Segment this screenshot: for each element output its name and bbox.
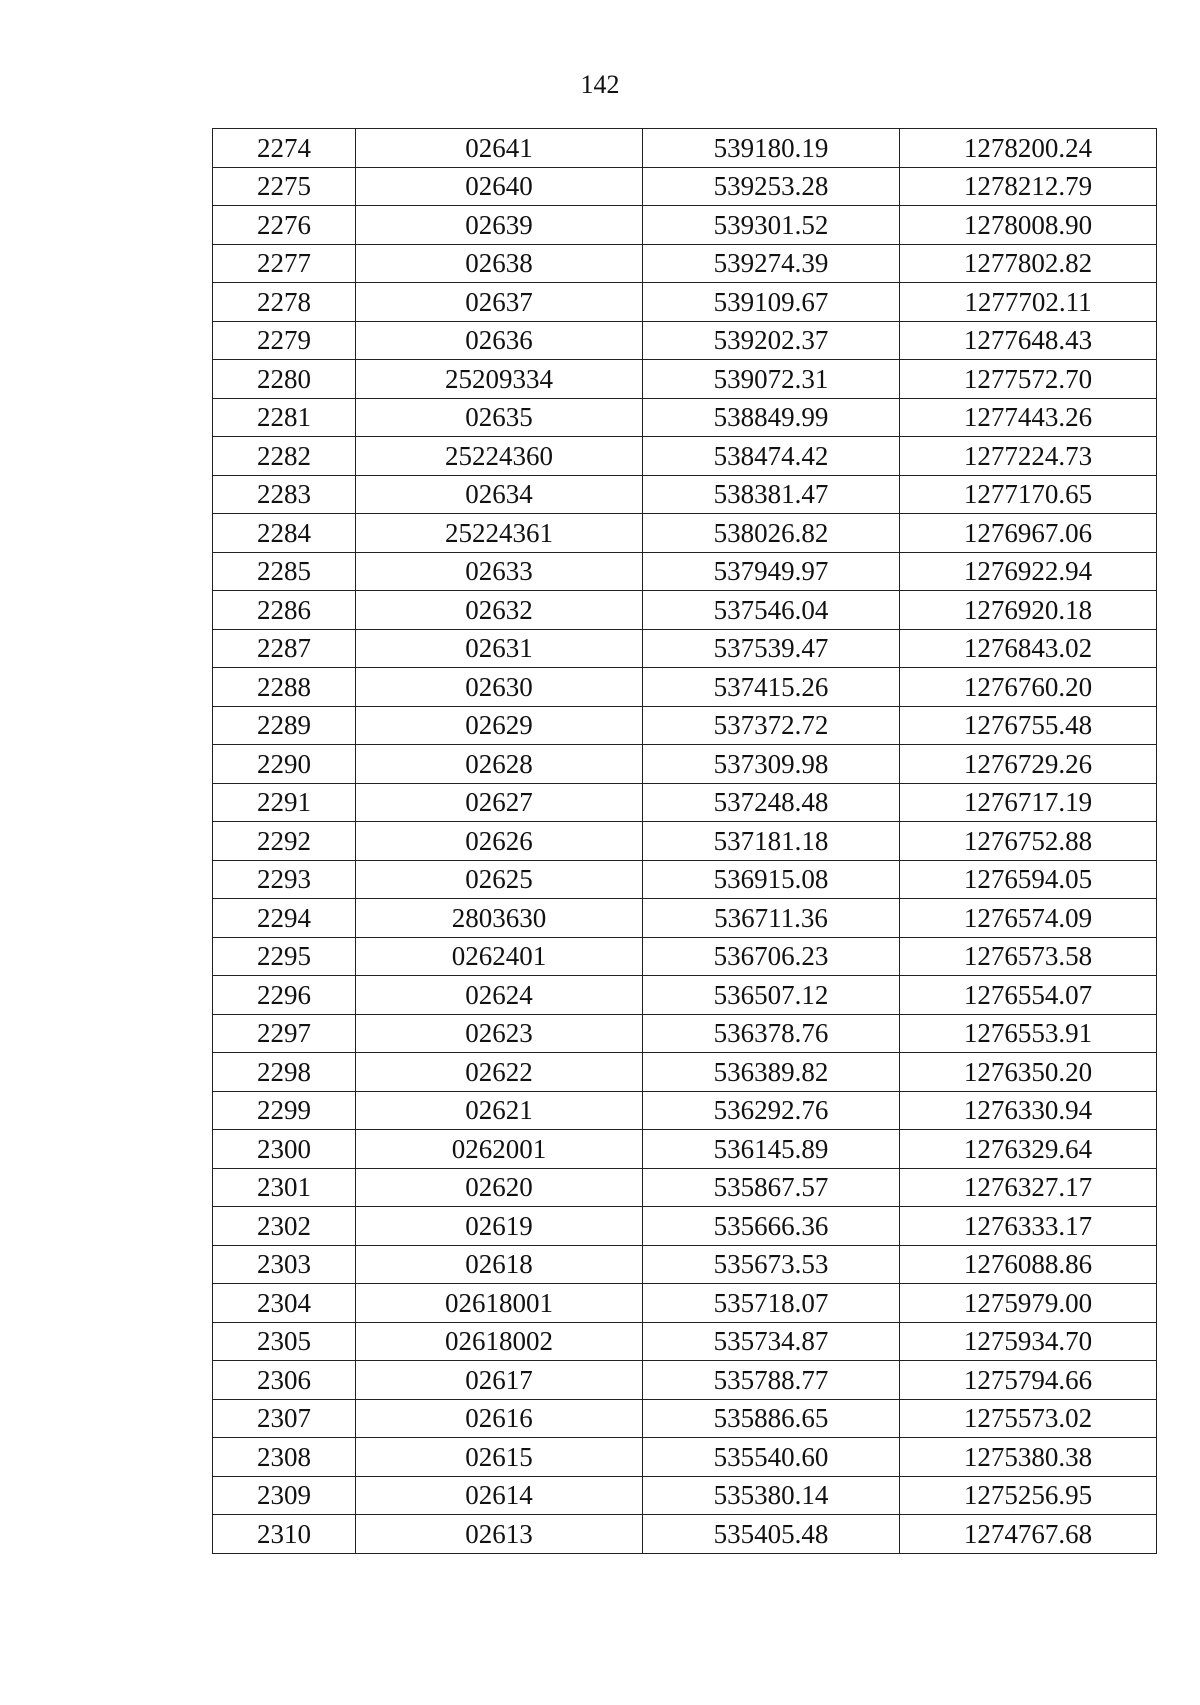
x-coordinate-cell: 535788.77 (643, 1361, 900, 1400)
table-row (213, 1130, 1157, 1169)
point-id-cell: 02618 (356, 1245, 643, 1284)
point-id-cell: 2803630 (356, 899, 643, 938)
x-coordinate-cell: 536389.82 (643, 1053, 900, 1092)
y-coordinate-cell: 1277170.65 (900, 475, 1157, 514)
coordinates-table (212, 128, 1157, 1554)
y-coordinate-cell: 1275794.66 (900, 1361, 1157, 1400)
point-id-cell: 02618002 (356, 1322, 643, 1361)
x-coordinate-cell: 536292.76 (643, 1091, 900, 1130)
x-coordinate-cell: 536507.12 (643, 976, 900, 1015)
table-row (213, 398, 1157, 437)
point-id-cell: 02618001 (356, 1284, 643, 1323)
table-row (213, 1322, 1157, 1361)
point-id-cell: 02614 (356, 1476, 643, 1515)
row-index-cell: 2305 (213, 1322, 356, 1361)
table-row (213, 1438, 1157, 1477)
point-id-cell: 02615 (356, 1438, 643, 1477)
point-id-cell: 02619 (356, 1207, 643, 1246)
table-row (213, 167, 1157, 206)
table-row (213, 1168, 1157, 1207)
row-index-cell: 2278 (213, 283, 356, 322)
row-index-cell: 2307 (213, 1399, 356, 1438)
point-id-cell: 02633 (356, 552, 643, 591)
point-id-cell: 02623 (356, 1014, 643, 1053)
point-id-cell: 02626 (356, 822, 643, 861)
x-coordinate-cell: 537309.98 (643, 745, 900, 784)
y-coordinate-cell: 1275934.70 (900, 1322, 1157, 1361)
x-coordinate-cell: 539072.31 (643, 360, 900, 399)
x-coordinate-cell: 539180.19 (643, 129, 900, 168)
point-id-cell: 02630 (356, 668, 643, 707)
y-coordinate-cell: 1276553.91 (900, 1014, 1157, 1053)
row-index-cell: 2303 (213, 1245, 356, 1284)
row-index-cell: 2279 (213, 321, 356, 360)
row-index-cell: 2287 (213, 629, 356, 668)
x-coordinate-cell: 536711.36 (643, 899, 900, 938)
point-id-cell: 02622 (356, 1053, 643, 1092)
y-coordinate-cell: 1277224.73 (900, 437, 1157, 476)
table-row (213, 1361, 1157, 1400)
table-row (213, 244, 1157, 283)
x-coordinate-cell: 535718.07 (643, 1284, 900, 1323)
table-row (213, 1476, 1157, 1515)
x-coordinate-cell: 535380.14 (643, 1476, 900, 1515)
point-id-cell: 02621 (356, 1091, 643, 1130)
table-row (213, 783, 1157, 822)
row-index-cell: 2296 (213, 976, 356, 1015)
row-index-cell: 2292 (213, 822, 356, 861)
table-row (213, 1284, 1157, 1323)
page-number: 142 (580, 70, 620, 99)
table-row (213, 552, 1157, 591)
point-id-cell: 02625 (356, 860, 643, 899)
table-row (213, 822, 1157, 861)
coordinates-table-body (213, 129, 1157, 1554)
table-row (213, 1399, 1157, 1438)
x-coordinate-cell: 537181.18 (643, 822, 900, 861)
row-index-cell: 2276 (213, 206, 356, 245)
table-row (213, 745, 1157, 784)
table-row (213, 1091, 1157, 1130)
y-coordinate-cell: 1277572.70 (900, 360, 1157, 399)
x-coordinate-cell: 535405.48 (643, 1515, 900, 1554)
y-coordinate-cell: 1276327.17 (900, 1168, 1157, 1207)
table-row (213, 668, 1157, 707)
row-index-cell: 2280 (213, 360, 356, 399)
y-coordinate-cell: 1276843.02 (900, 629, 1157, 668)
table-row (213, 514, 1157, 553)
x-coordinate-cell: 539301.52 (643, 206, 900, 245)
table-row (213, 283, 1157, 322)
y-coordinate-cell: 1276760.20 (900, 668, 1157, 707)
x-coordinate-cell: 535867.57 (643, 1168, 900, 1207)
y-coordinate-cell: 1276920.18 (900, 591, 1157, 630)
point-id-cell: 0262401 (356, 937, 643, 976)
point-id-cell: 02640 (356, 167, 643, 206)
x-coordinate-cell: 539202.37 (643, 321, 900, 360)
row-index-cell: 2304 (213, 1284, 356, 1323)
x-coordinate-cell: 536378.76 (643, 1014, 900, 1053)
point-id-cell: 25224360 (356, 437, 643, 476)
y-coordinate-cell: 1278008.90 (900, 206, 1157, 245)
point-id-cell: 02631 (356, 629, 643, 668)
y-coordinate-cell: 1277802.82 (900, 244, 1157, 283)
y-coordinate-cell: 1276088.86 (900, 1245, 1157, 1284)
x-coordinate-cell: 537546.04 (643, 591, 900, 630)
y-coordinate-cell: 1275256.95 (900, 1476, 1157, 1515)
row-index-cell: 2299 (213, 1091, 356, 1130)
table-row (213, 937, 1157, 976)
point-id-cell: 02617 (356, 1361, 643, 1400)
x-coordinate-cell: 539109.67 (643, 283, 900, 322)
y-coordinate-cell: 1276967.06 (900, 514, 1157, 553)
table-row (213, 706, 1157, 745)
point-id-cell: 02627 (356, 783, 643, 822)
row-index-cell: 2294 (213, 899, 356, 938)
row-index-cell: 2286 (213, 591, 356, 630)
x-coordinate-cell: 535673.53 (643, 1245, 900, 1284)
y-coordinate-cell: 1275380.38 (900, 1438, 1157, 1477)
row-index-cell: 2297 (213, 1014, 356, 1053)
point-id-cell: 02613 (356, 1515, 643, 1554)
y-coordinate-cell: 1276752.88 (900, 822, 1157, 861)
table-row (213, 437, 1157, 476)
x-coordinate-cell: 535734.87 (643, 1322, 900, 1361)
table-row (213, 860, 1157, 899)
point-id-cell: 02632 (356, 591, 643, 630)
point-id-cell: 02620 (356, 1168, 643, 1207)
table-row (213, 206, 1157, 245)
y-coordinate-cell: 1276573.58 (900, 937, 1157, 976)
y-coordinate-cell: 1276729.26 (900, 745, 1157, 784)
table-row (213, 1053, 1157, 1092)
table-row (213, 1245, 1157, 1284)
y-coordinate-cell: 1276717.19 (900, 783, 1157, 822)
y-coordinate-cell: 1276554.07 (900, 976, 1157, 1015)
point-id-cell: 02629 (356, 706, 643, 745)
y-coordinate-cell: 1277702.11 (900, 283, 1157, 322)
table-row (213, 129, 1157, 168)
table-row (213, 591, 1157, 630)
x-coordinate-cell: 536706.23 (643, 937, 900, 976)
row-index-cell: 2284 (213, 514, 356, 553)
row-index-cell: 2298 (213, 1053, 356, 1092)
row-index-cell: 2293 (213, 860, 356, 899)
y-coordinate-cell: 1275979.00 (900, 1284, 1157, 1323)
row-index-cell: 2308 (213, 1438, 356, 1477)
x-coordinate-cell: 536145.89 (643, 1130, 900, 1169)
x-coordinate-cell: 537949.97 (643, 552, 900, 591)
point-id-cell: 02638 (356, 244, 643, 283)
x-coordinate-cell: 538474.42 (643, 437, 900, 476)
point-id-cell: 25224361 (356, 514, 643, 553)
point-id-cell: 02637 (356, 283, 643, 322)
row-index-cell: 2306 (213, 1361, 356, 1400)
y-coordinate-cell: 1276333.17 (900, 1207, 1157, 1246)
x-coordinate-cell: 535666.36 (643, 1207, 900, 1246)
x-coordinate-cell: 539253.28 (643, 167, 900, 206)
point-id-cell: 02641 (356, 129, 643, 168)
point-id-cell: 02616 (356, 1399, 643, 1438)
table-row (213, 1207, 1157, 1246)
x-coordinate-cell: 535886.65 (643, 1399, 900, 1438)
x-coordinate-cell: 537248.48 (643, 783, 900, 822)
row-index-cell: 2275 (213, 167, 356, 206)
y-coordinate-cell: 1278212.79 (900, 167, 1157, 206)
table-row (213, 899, 1157, 938)
row-index-cell: 2289 (213, 706, 356, 745)
point-id-cell: 02636 (356, 321, 643, 360)
y-coordinate-cell: 1276755.48 (900, 706, 1157, 745)
y-coordinate-cell: 1276574.09 (900, 899, 1157, 938)
row-index-cell: 2285 (213, 552, 356, 591)
point-id-cell: 02634 (356, 475, 643, 514)
point-id-cell: 0262001 (356, 1130, 643, 1169)
point-id-cell: 25209334 (356, 360, 643, 399)
row-index-cell: 2309 (213, 1476, 356, 1515)
y-coordinate-cell: 1275573.02 (900, 1399, 1157, 1438)
y-coordinate-cell: 1276329.64 (900, 1130, 1157, 1169)
row-index-cell: 2290 (213, 745, 356, 784)
row-index-cell: 2283 (213, 475, 356, 514)
row-index-cell: 2300 (213, 1130, 356, 1169)
row-index-cell: 2282 (213, 437, 356, 476)
x-coordinate-cell: 538026.82 (643, 514, 900, 553)
row-index-cell: 2288 (213, 668, 356, 707)
table-row (213, 1515, 1157, 1554)
row-index-cell: 2295 (213, 937, 356, 976)
y-coordinate-cell: 1277648.43 (900, 321, 1157, 360)
x-coordinate-cell: 535540.60 (643, 1438, 900, 1477)
table-row (213, 976, 1157, 1015)
row-index-cell: 2281 (213, 398, 356, 437)
x-coordinate-cell: 538849.99 (643, 398, 900, 437)
y-coordinate-cell: 1278200.24 (900, 129, 1157, 168)
y-coordinate-cell: 1277443.26 (900, 398, 1157, 437)
point-id-cell: 02639 (356, 206, 643, 245)
x-coordinate-cell: 537372.72 (643, 706, 900, 745)
x-coordinate-cell: 538381.47 (643, 475, 900, 514)
row-index-cell: 2277 (213, 244, 356, 283)
table-row (213, 360, 1157, 399)
y-coordinate-cell: 1276330.94 (900, 1091, 1157, 1130)
row-index-cell: 2274 (213, 129, 356, 168)
y-coordinate-cell: 1276350.20 (900, 1053, 1157, 1092)
y-coordinate-cell: 1276922.94 (900, 552, 1157, 591)
point-id-cell: 02635 (356, 398, 643, 437)
y-coordinate-cell: 1276594.05 (900, 860, 1157, 899)
table-row (213, 321, 1157, 360)
x-coordinate-cell: 536915.08 (643, 860, 900, 899)
point-id-cell: 02628 (356, 745, 643, 784)
point-id-cell: 02624 (356, 976, 643, 1015)
table-row (213, 475, 1157, 514)
x-coordinate-cell: 537415.26 (643, 668, 900, 707)
table-row (213, 1014, 1157, 1053)
x-coordinate-cell: 539274.39 (643, 244, 900, 283)
y-coordinate-cell: 1274767.68 (900, 1515, 1157, 1554)
row-index-cell: 2302 (213, 1207, 356, 1246)
row-index-cell: 2310 (213, 1515, 356, 1554)
row-index-cell: 2301 (213, 1168, 356, 1207)
x-coordinate-cell: 537539.47 (643, 629, 900, 668)
row-index-cell: 2291 (213, 783, 356, 822)
table-row (213, 629, 1157, 668)
